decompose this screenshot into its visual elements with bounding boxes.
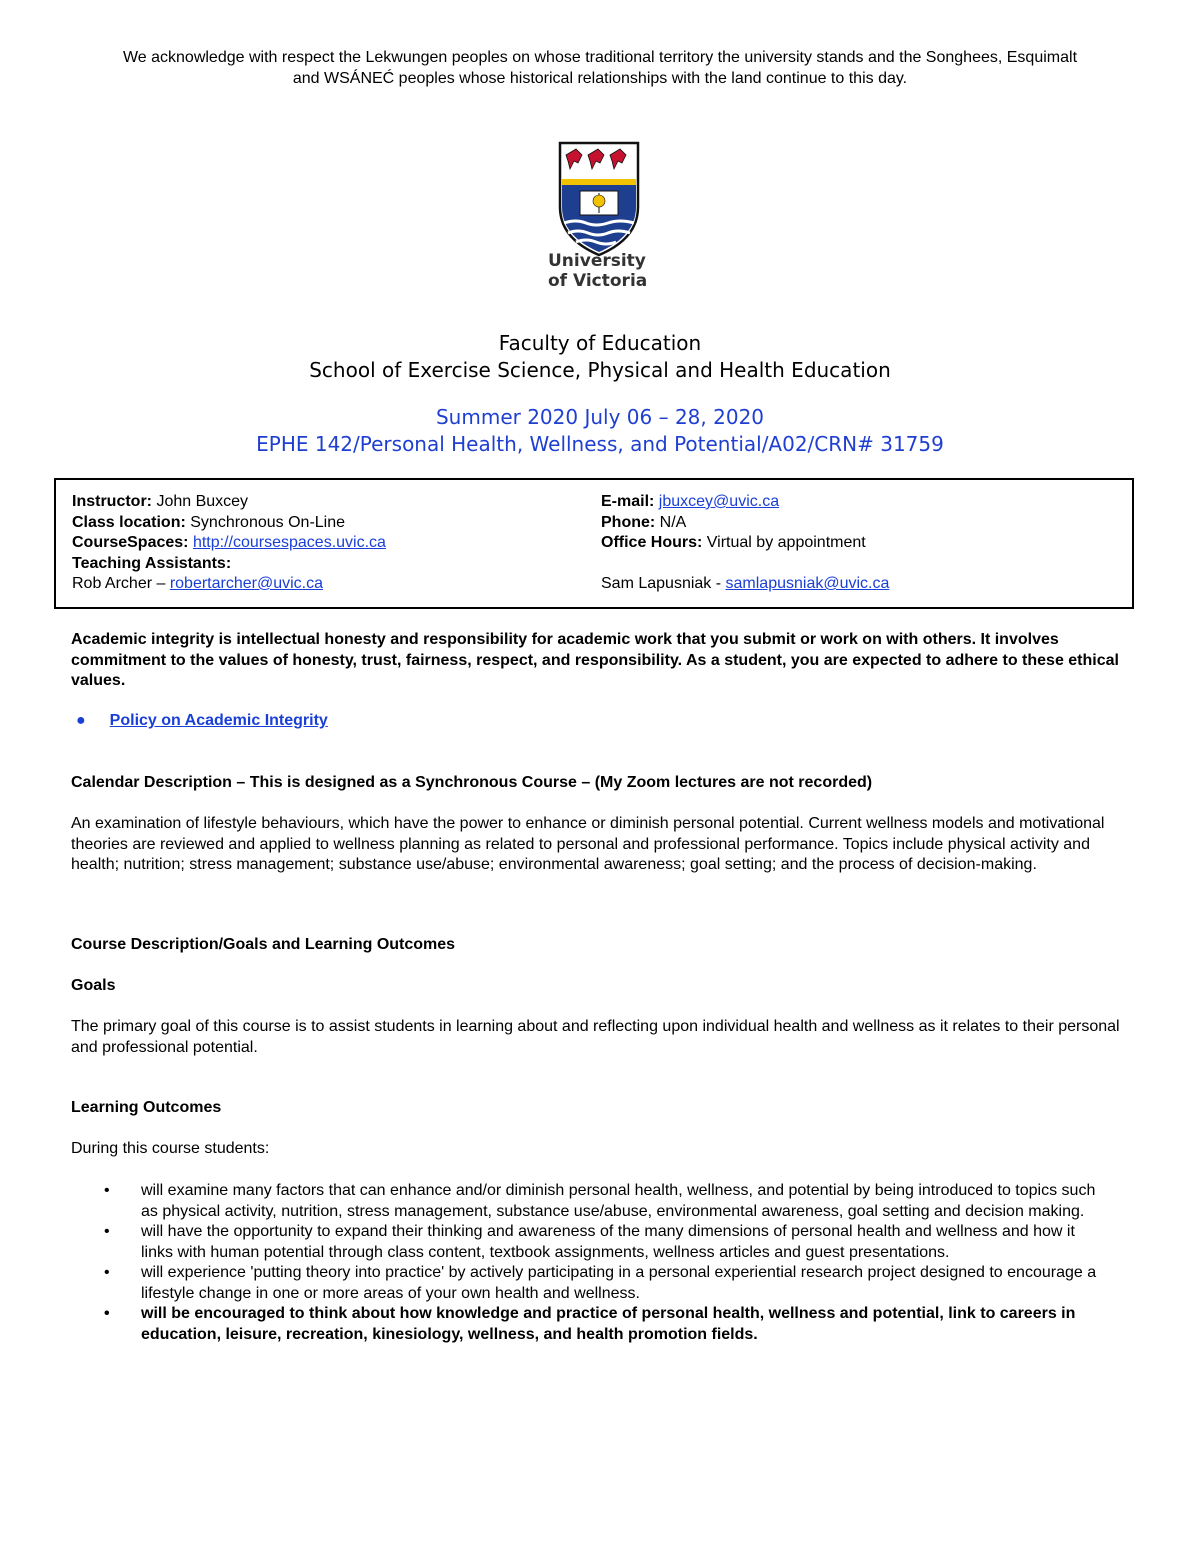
acknowledgement-line-2: and WSÁNEĆ peoples whose historical relationships with the land continue to this day. — [292, 70, 908, 87]
instructor-label: Instructor: — [72, 493, 152, 510]
uvic-logo — [546, 141, 656, 301]
phone-value: N/A — [655, 513, 687, 531]
ta1-row — [72, 574, 386, 595]
land-acknowledgement — [60, 47, 1140, 89]
bullet-icon: • — [104, 1305, 110, 1322]
list-item — [71, 1304, 1111, 1345]
outcome-text: will have the opportunity to expand their thinking and awareness of the many dimensions of personal health and wellness and how it links with human potential through class content, textbook assignments, wellness articles and guest presentations. — [141, 1223, 1075, 1261]
course-info-box — [54, 478, 1134, 609]
bullet-icon: • — [104, 1182, 110, 1199]
email-label: E-mail: — [601, 493, 655, 510]
logo-text-line-1: University — [548, 251, 646, 271]
outcome-text: will experience 'putting theory into practice' by actively participating in a personal experiential research project designed to encourage a lifestyle change in one or more areas of your own health and wellness. — [141, 1264, 1097, 1302]
calendar-description: An examination of lifestyle behaviours, which have the power to enhance or diminish personal potential. Current wellness models and motivational theories are reviewed and applied to wellness planning as related to personal and professional performance. Topics include physical activity and health; nutrition; stress management; substance use/abuse; environmental awareness; goal setting; and the process of decision-making. — [71, 815, 1105, 873]
course-title: EPHE 142/Personal Health, Wellness, and Potential/A02/CRN# 31759 — [256, 432, 944, 456]
course-description-heading: Course Description/Goals and Learning Outcomes — [71, 936, 456, 953]
list-item — [71, 1263, 1111, 1304]
goals-text: The primary goal of this course is to assist students in learning about and reflecting upon individual health and wellness as it relates to their personal and professional potential. — [71, 1018, 1120, 1056]
ta2-email-link[interactable]: samlapusniak@uvic.ca — [725, 575, 890, 592]
goals-heading: Goals — [71, 977, 116, 994]
ta-label: Teaching Assistants: — [72, 554, 232, 572]
ta2-name: Sam Lapusniak - — [601, 575, 726, 592]
list-item — [71, 1181, 1111, 1222]
coursespaces-label: CourseSpaces: — [72, 534, 189, 551]
office-hours-label: Office Hours: — [601, 534, 703, 551]
logo-text-line-2: of Victoria — [548, 271, 648, 291]
coursespaces-row — [72, 533, 386, 554]
list-item — [71, 1222, 1111, 1263]
location-label: Class location: — [72, 513, 186, 531]
info-left-column — [72, 492, 386, 595]
ta2-row — [601, 574, 889, 595]
outcome-text: will be encouraged to think about how knowledge and practice of personal health, wellness and potential, link to careers in education, leisure, recreation, kinesiology, wellness, and health promotion fields. — [141, 1305, 1076, 1343]
instructor-email-link[interactable]: jbuxcey@uvic.ca — [658, 493, 780, 510]
bullet-icon: • — [104, 1223, 110, 1240]
location-value: Synchronous On-Line — [185, 513, 346, 531]
policy-academic-integrity-link[interactable]: Policy on Academic Integrity — [109, 712, 328, 729]
calendar-heading: Calendar Description – This is designed as a Synchronous Course – (My Zoom lectures are not recorded) — [71, 774, 873, 791]
info-right-column — [601, 492, 889, 595]
faculty-title: Faculty of Education — [498, 331, 702, 355]
learning-outcomes-list — [71, 1181, 1111, 1345]
spacer — [601, 554, 889, 575]
policy-bullet — [76, 712, 328, 730]
office-hours-value: Virtual by appointment — [702, 534, 866, 551]
location-row — [72, 513, 386, 534]
ta1-name: Rob Archer – — [72, 575, 170, 592]
outcome-text: will examine many factors that can enhance and/or diminish personal health, wellness, and potential by being introduced to topics such as physical activity, nutrition, stress management, substance use/abuse, environmental awareness, goal setting and decision making. — [141, 1182, 1096, 1220]
acknowledgement-line-1: We acknowledge with respect the Lekwungen peoples on whose traditional territory the university stands and the Songhees, Esquimalt — [122, 49, 1078, 66]
instructor-row — [72, 492, 386, 513]
term-title: Summer 2020 July 06 – 28, 2020 — [435, 405, 765, 429]
office-hours-row — [601, 533, 889, 554]
phone-label: Phone: — [601, 513, 656, 531]
school-title: School of Exercise Science, Physical and Health Education — [309, 358, 891, 382]
instructor-value: John Buxcey — [152, 493, 249, 510]
coursespaces-link[interactable]: http://coursespaces.uvic.ca — [192, 534, 386, 551]
learning-outcomes-heading: Learning Outcomes — [71, 1099, 222, 1116]
email-row — [601, 492, 889, 513]
phone-row — [601, 513, 889, 534]
ta1-email-link[interactable]: robertarcher@uvic.ca — [169, 575, 324, 592]
bullet-icon: ● — [76, 712, 86, 729]
outcomes-intro: During this course students: — [71, 1140, 270, 1157]
bullet-icon: • — [104, 1264, 110, 1281]
academic-integrity-statement: Academic integrity is intellectual honesty and responsibility for academic work that you submit or work on with others. It involves commitment to the values of honesty, trust, fairness, respect, and responsibility. As a student, you are expected to adhere to these ethical values. — [71, 631, 1119, 689]
